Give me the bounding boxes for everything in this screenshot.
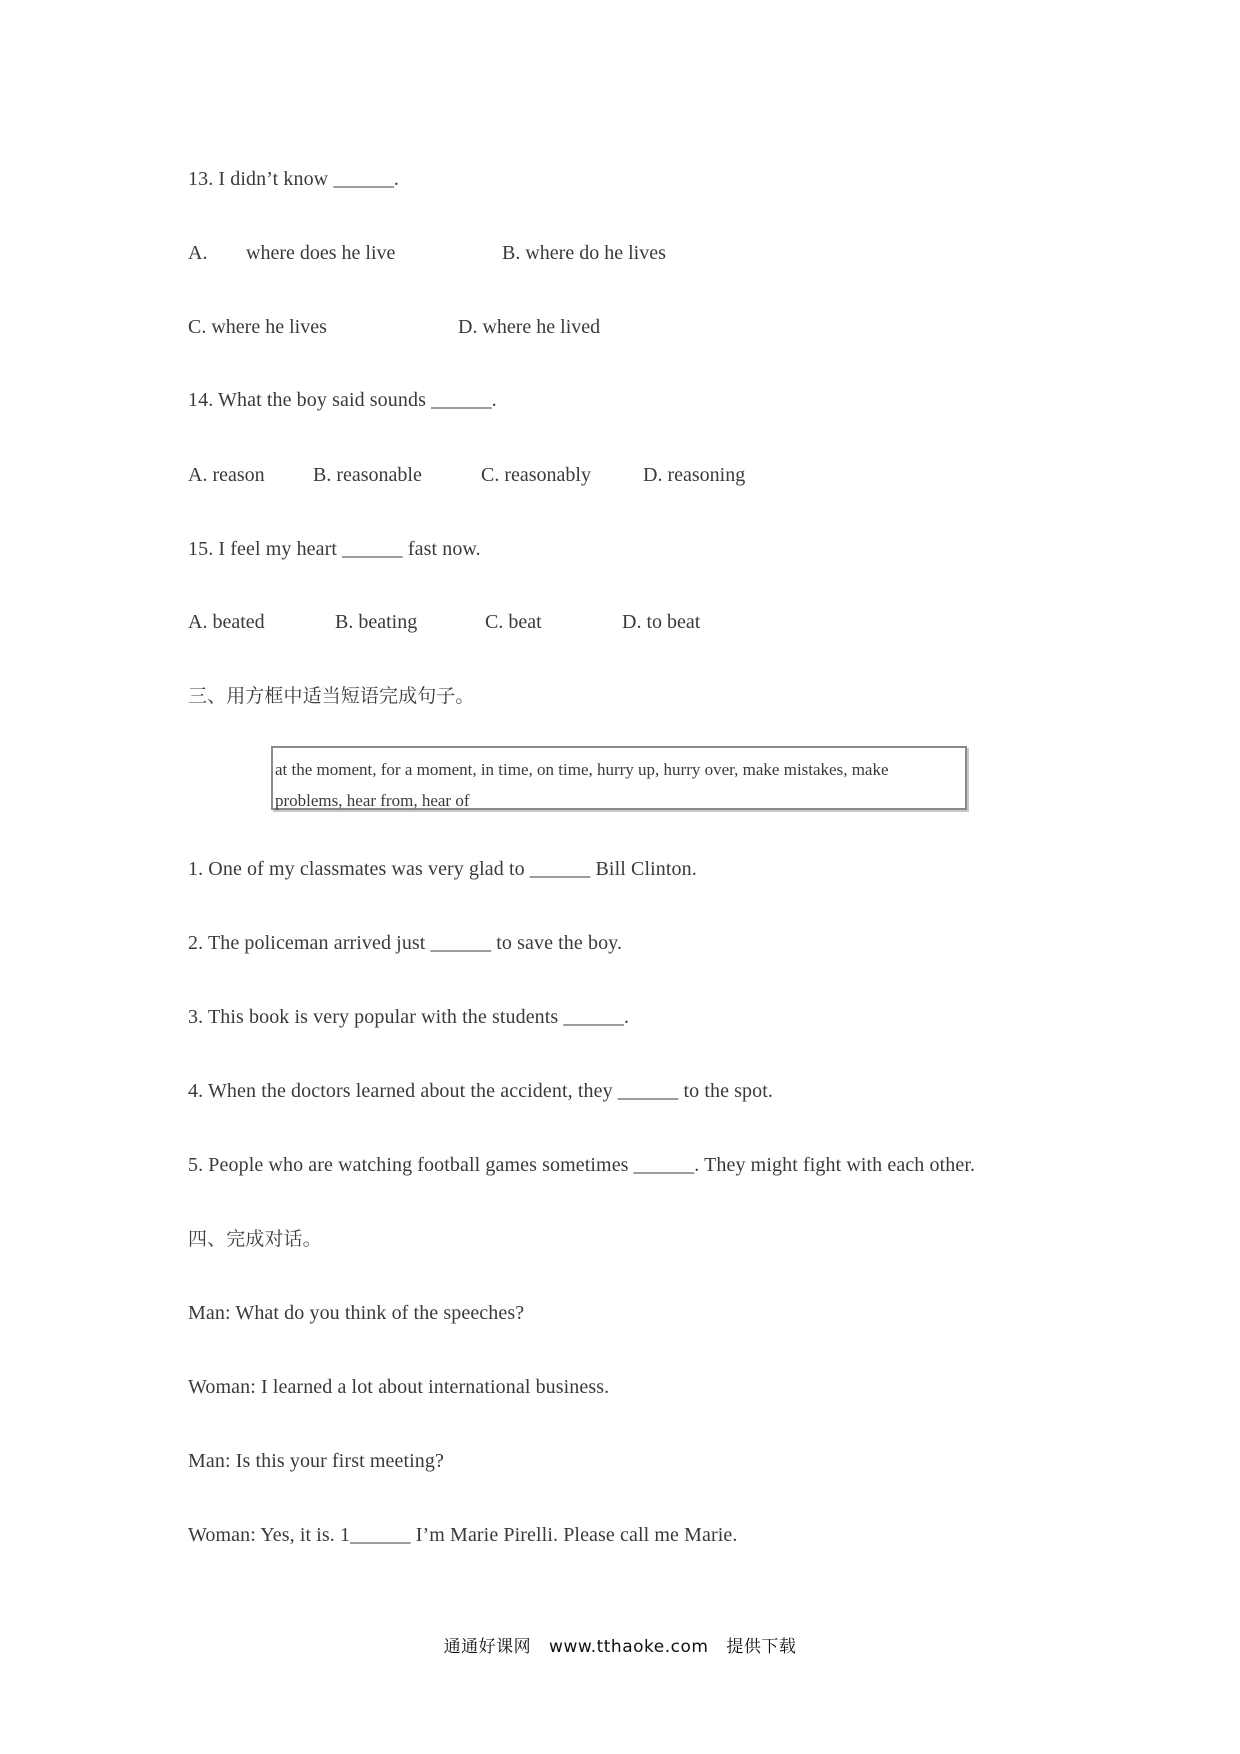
footer-site-name: 通通好课网: [443, 1637, 532, 1657]
phrase-box: at the moment, for a moment, in time, on time, hurry up, hurry over, make mistakes, make problems, hear from, hear of: [271, 746, 967, 810]
question-14-option-c: C. reasonably: [481, 464, 591, 486]
page-footer: [0, 1632, 1240, 1657]
dialogue-line-2: Woman: I learned a lot about international business.: [188, 1376, 610, 1398]
footer-url[interactable]: www.tthaoke.com: [549, 1637, 709, 1657]
question-13-option-a-letter: A.: [188, 242, 208, 264]
question-14-option-b: B. reasonable: [313, 464, 422, 486]
section-3-item-3: 3. This book is very popular with the students ______.: [188, 1006, 630, 1028]
question-15-option-c: C. beat: [485, 611, 542, 633]
question-13-option-b: B. where do he lives: [502, 242, 666, 264]
question-15-stem: 15. I feel my heart ______ fast now.: [188, 538, 481, 560]
question-13-option-c: C. where he lives: [188, 316, 327, 338]
section-3-heading: 三、用方框中适当短语完成句子。: [188, 685, 475, 707]
dialogue-line-4: Woman: Yes, it is. 1______ I’m Marie Pirelli. Please call me Marie.: [188, 1524, 738, 1546]
question-15-option-a: A. beated: [188, 611, 265, 633]
section-3-item-1: 1. One of my classmates was very glad to ______ Bill Clinton.: [188, 858, 697, 880]
section-3-item-5: 5. People who are watching football games sometimes ______. They might fight with each other.: [188, 1154, 976, 1176]
question-14-stem: 14. What the boy said sounds ______.: [188, 389, 497, 411]
question-13-stem: 13. I didn’t know ______.: [188, 168, 400, 190]
question-14-option-a: A. reason: [188, 464, 265, 486]
dialogue-line-3: Man: Is this your first meeting?: [188, 1450, 444, 1472]
question-15-option-d: D. to beat: [622, 611, 701, 633]
question-13-option-d: D. where he lived: [458, 316, 601, 338]
question-14-option-d: D. reasoning: [643, 464, 746, 486]
question-13-option-a: where does he live: [246, 242, 396, 264]
footer-action: 提供下载: [726, 1637, 797, 1657]
section-4-heading: 四、完成对话。: [188, 1228, 322, 1250]
section-3-item-4: 4. When the doctors learned about the accident, they ______ to the spot.: [188, 1080, 774, 1102]
question-15-option-b: B. beating: [335, 611, 418, 633]
dialogue-line-1: Man: What do you think of the speeches?: [188, 1302, 525, 1324]
section-3-item-2: 2. The policeman arrived just ______ to save the boy.: [188, 932, 623, 954]
